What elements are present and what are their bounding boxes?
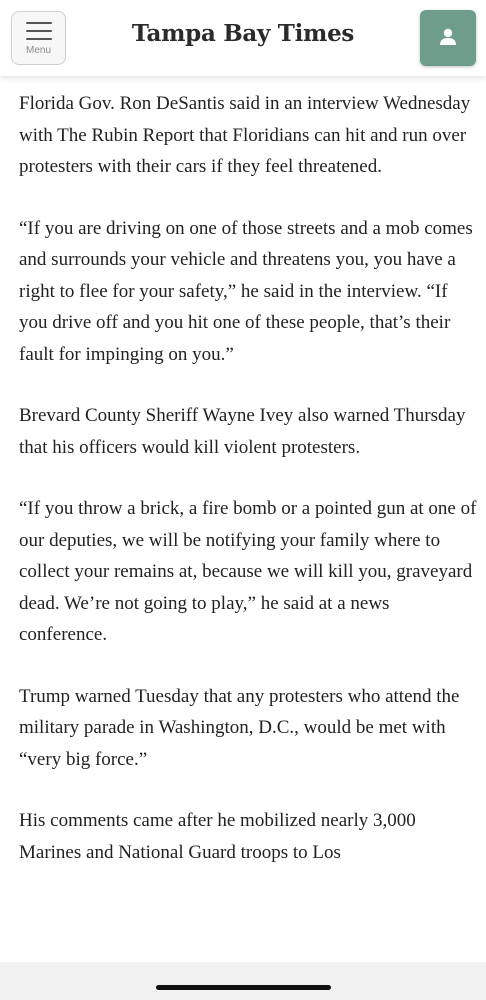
- article-paragraph: His comments came after he mobilized nearly 3,000 Marines and National Guard troops to Los: [19, 810, 416, 863]
- article-paragraph: “If you throw a brick, a fire bomb or a pointed gun at one of our deputies, we will be notifying your family where to collect your remains at, because we will kill you, graveyard dead. We’re not going to play,” he said at a news conference.: [19, 498, 477, 645]
- site-header: [0, 0, 486, 76]
- article-paragraph: Trump warned Tuesday that any protesters who attend the military parade in Washington, D.C., would be met with “very big force.”: [19, 685, 460, 770]
- site-logo[interactable]: Tampa Bay Times: [131, 20, 355, 47]
- menu-label: Menu: [25, 45, 51, 56]
- hamburger-icon: [26, 22, 52, 42]
- article-paragraph: “If you are driving on one of those streets and a mob comes and surrounds your vehicle and threatens you, you have a right to flee for your safety,” he said in the interview. “If you drive off and you hit one of these people, that’s their fault for impinging on you.”: [19, 217, 473, 365]
- article-paragraph: Florida Gov. Ron DeSantis said in an interview Wednesday with The Rubin Report that Floridians can hit and run over protesters with their cars if they feel threatened.: [19, 93, 471, 177]
- article-paragraph: Brevard County Sheriff Wayne Ivey also warned Thursday that his officers would kill violent protesters.: [19, 405, 466, 458]
- home-indicator[interactable]: [156, 985, 331, 990]
- menu-button[interactable]: [11, 11, 66, 65]
- account-button[interactable]: [420, 10, 476, 66]
- user-icon: [439, 28, 457, 46]
- article-body: [19, 88, 477, 898]
- bottom-bar: [0, 962, 486, 1000]
